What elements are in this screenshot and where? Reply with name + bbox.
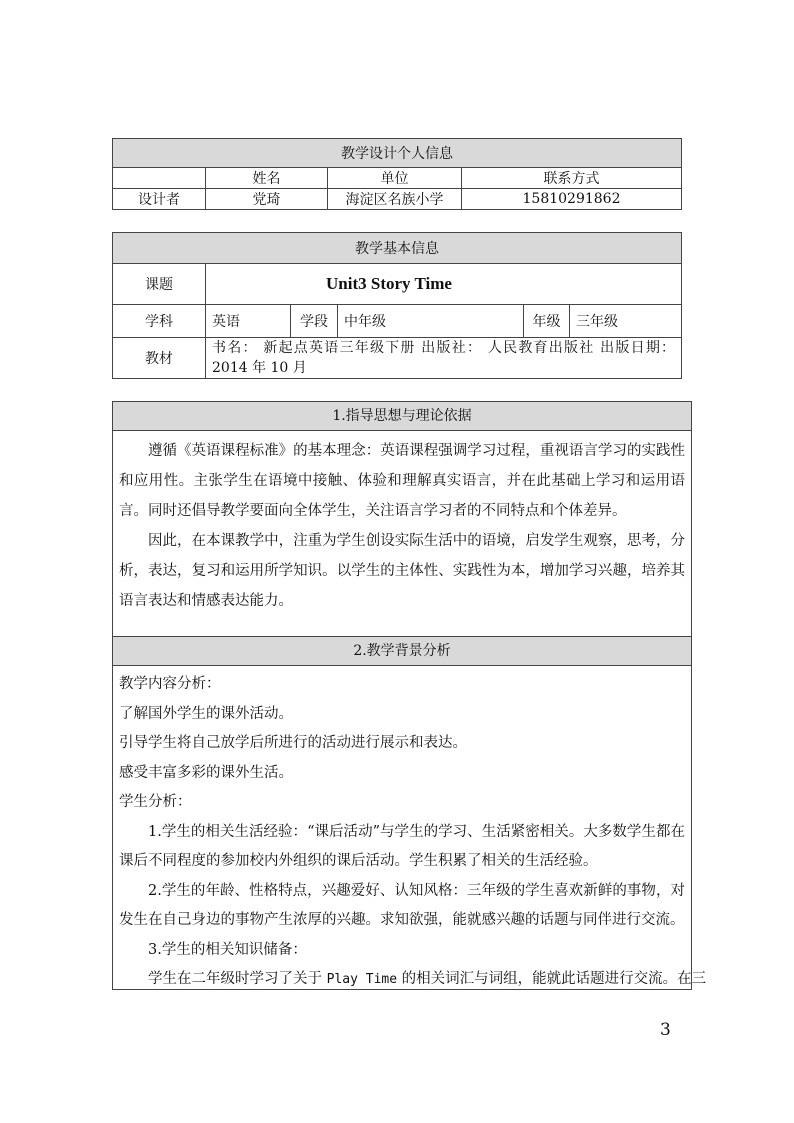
textbook-line-2: 2014 年 10 月: [212, 360, 307, 376]
section1-paragraph-1: 遵循《英语课程标准》的基本理念：英语课程强调学习过程，重视语言学习的实践性和应用性。主张学生在语境中接触、体验和理解真实语言，并在此基础上学习和运用语言。同时还倡导教学要面向全体学生，关注语言学习者的不同特点和个体差异。: [119, 443, 685, 519]
designer-name: 党琦: [206, 189, 328, 210]
student-point-2: 2.学生的年龄、性格特点，兴趣爱好、认知风格：三年级的学生喜欢新鲜的事物，对发生在自己身边的事物产生浓厚的兴趣。求知欲强，能就感兴趣的话题与同伴进行交流。: [119, 882, 685, 928]
section2-title: 2.教学背景分析: [113, 637, 691, 666]
student-point-4-text-b: 的相关词汇与词组，能就此话题进行交流。在三: [401, 971, 707, 987]
col-name-header: 姓名: [206, 168, 328, 189]
designer-unit: 海淀区名族小学: [328, 189, 462, 210]
student-analysis-heading: 学生分析：: [119, 794, 192, 810]
basic-info-table: [112, 232, 682, 379]
personal-info-table: [112, 138, 682, 210]
student-point-4: [113, 965, 707, 995]
grade-label: 年级: [524, 305, 570, 338]
content-item-1: 了解国外学生的课外活动。: [119, 705, 293, 722]
textbook-label: 教材: [113, 338, 206, 379]
topic-value: Unit3 Story Time: [206, 264, 682, 305]
section1-paragraph-2: 因此，在本课教学中，注重为学生创设实际生活中的语境，启发学生观察，思考，分析，表达，复习和运用所学知识。以学生的主体性、实践性为本，增加学习兴趣，培养其语言表达和情感表达能力。: [119, 533, 685, 609]
page-number: 3: [660, 1020, 671, 1040]
content-analysis-heading: 教学内容分析：: [119, 676, 221, 692]
subject-label: 学科: [113, 305, 206, 338]
student-point-4-code: Play Time: [326, 972, 398, 987]
designer-contact: 15810291862: [462, 189, 682, 210]
col-contact-header: 联系方式: [462, 168, 682, 189]
col-unit-header: 单位: [328, 168, 462, 189]
stage-label: 学段: [291, 305, 338, 338]
student-point-3: 3.学生的相关知识储备：: [148, 941, 307, 958]
section1-title: 1.指导思想与理论依据: [113, 402, 691, 431]
subject-value: 英语: [206, 305, 291, 338]
grade-value: 三年级: [570, 305, 682, 338]
topic-label: 课题: [113, 264, 206, 305]
content-item-3: 感受丰富多彩的课外生活。: [119, 764, 293, 781]
basic-info-title: 教学基本信息: [113, 233, 682, 264]
personal-info-title: 教学设计个人信息: [113, 139, 682, 168]
designer-label: 设计者: [113, 189, 206, 210]
section-background-analysis: [112, 636, 707, 990]
student-point-1: 1.学生的相关生活经验：“课后活动”与学生的学习、生活紧密相关。大多数学生都在课后不同程度的参加校内外组织的课后活动。学生积累了相关的生活经验。: [119, 823, 685, 869]
stage-value: 中年级: [338, 305, 524, 338]
student-point-4-text-a: 学生在二年级时学习了关于: [148, 971, 322, 987]
section-guiding-theory: [112, 401, 692, 637]
textbook-info: [206, 338, 682, 379]
content-item-2: 引导学生将自己放学后所进行的活动进行展示和表达。: [119, 735, 467, 751]
textbook-line-1: 书名： 新起点英语三年级下册 出版社： 人民教育出版社 出版日期：: [212, 340, 676, 356]
